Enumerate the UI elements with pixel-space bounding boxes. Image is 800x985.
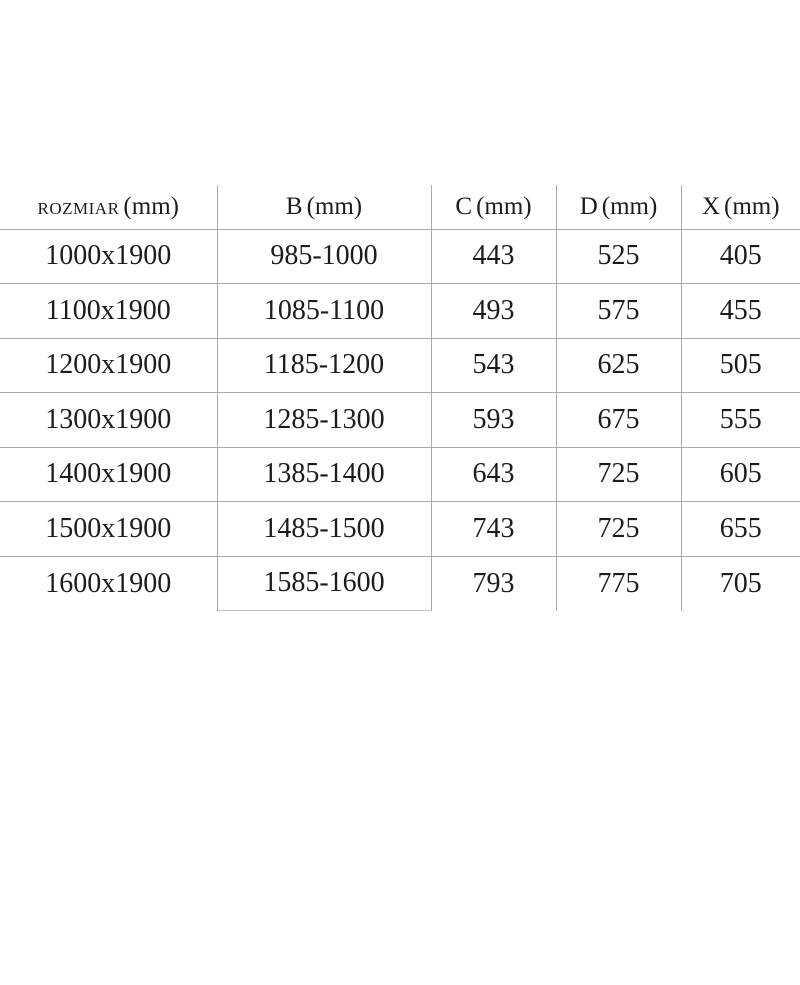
header-unit-x: (mm)	[724, 192, 780, 220]
cell-x: 505	[681, 338, 800, 393]
header-cell-c	[431, 185, 556, 229]
cell-rozmiar: 1000x1900	[0, 229, 217, 284]
cell-b: 1185-1200	[217, 338, 431, 393]
cell-b: 985-1000	[217, 229, 431, 284]
header-unit-c: (mm)	[476, 192, 532, 220]
cell-x: 705	[681, 556, 800, 611]
header-unit-rozmiar: (mm)	[123, 192, 179, 220]
cell-x: 605	[681, 447, 800, 502]
cell-rozmiar: 1400x1900	[0, 447, 217, 502]
size-spec-table	[0, 185, 800, 611]
cell-x: 655	[681, 502, 800, 557]
cell-c: 543	[431, 338, 556, 393]
header-label-c: C	[455, 192, 473, 220]
cell-d: 575	[556, 284, 681, 339]
cell-rozmiar: 1600x1900	[0, 556, 217, 611]
cell-d: 675	[556, 393, 681, 448]
table-row	[0, 502, 800, 557]
table-row	[0, 556, 800, 611]
cell-d: 725	[556, 502, 681, 557]
cell-b: 1085-1100	[217, 284, 431, 339]
cell-d: 625	[556, 338, 681, 393]
cell-c: 443	[431, 229, 556, 284]
header-unit-b: (mm)	[306, 192, 363, 220]
cell-c: 593	[431, 393, 556, 448]
cell-rozmiar: 1200x1900	[0, 338, 217, 393]
table-row	[0, 447, 800, 502]
cell-d: 725	[556, 447, 681, 502]
cell-c: 743	[431, 502, 556, 557]
header-cell-b	[217, 185, 431, 229]
header-unit-d: (mm)	[601, 192, 658, 220]
header-cell-rozmiar	[0, 185, 217, 229]
cell-c: 793	[431, 556, 556, 611]
table-row	[0, 338, 800, 393]
cell-c: 643	[431, 447, 556, 502]
header-cell-x	[681, 185, 800, 229]
cell-d: 525	[556, 229, 681, 284]
table-row	[0, 393, 800, 448]
cell-b: 1485-1500	[217, 502, 431, 557]
cell-rozmiar: 1300x1900	[0, 393, 217, 448]
header-label-d: D	[579, 192, 598, 220]
table-header-row	[0, 185, 800, 229]
cell-x: 405	[681, 229, 800, 284]
header-label-x: X	[701, 192, 720, 220]
table-row	[0, 229, 800, 284]
table-row	[0, 284, 800, 339]
cell-rozmiar: 1100x1900	[0, 284, 217, 339]
cell-d: 775	[556, 556, 681, 611]
cell-b: 1385-1400	[217, 447, 431, 502]
cell-x: 455	[681, 284, 800, 339]
cell-x: 555	[681, 393, 800, 448]
cell-b: 1285-1300	[217, 393, 431, 448]
header-label-b: B	[285, 192, 303, 220]
cell-rozmiar: 1500x1900	[0, 502, 217, 557]
cell-b: 1585-1600	[217, 556, 431, 611]
cell-c: 493	[431, 284, 556, 339]
header-cell-d	[556, 185, 681, 229]
header-label-rozmiar: ROZMIAR	[37, 198, 120, 218]
